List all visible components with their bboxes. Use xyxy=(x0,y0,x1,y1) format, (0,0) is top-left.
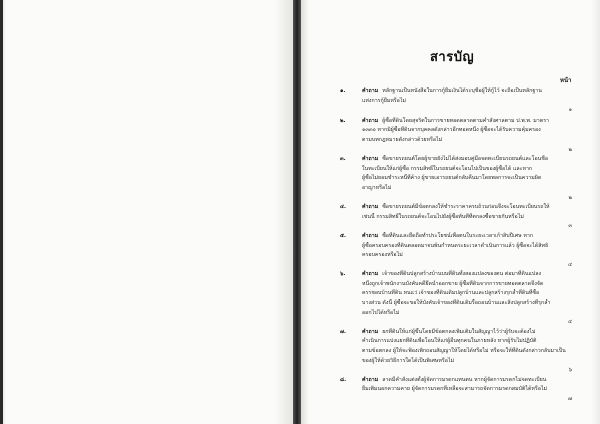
toc-entry-6 xyxy=(340,270,578,328)
question-label: คำถาม xyxy=(362,88,379,94)
toc-entry-5 xyxy=(340,232,578,270)
book-gutter xyxy=(293,0,301,424)
entry-number: ๗. xyxy=(340,328,346,335)
entry-text: คำถาม หลักฐานเป็นหนังสือในการกู้ยืมเงินได้ระบุชื่อผู้ให้กู้ไว้ จะถือเป็นหลักฐาน xyxy=(362,88,542,94)
question-label: คำถาม xyxy=(362,204,379,211)
entry-text: ออกไปได้หรือไม่ xyxy=(362,309,400,316)
entry-page-number: ๒ xyxy=(568,146,572,153)
entry-text: บางส่วน ดังนี้ ผู้ซื้อจะขอให้บังคับเจ้าของที่ดินเดิมรื้อถอนบ้านและสิ่งปลูกสร้างที่รุกล้ำ xyxy=(362,300,551,307)
entry-text: ยืมเพิ่มนอกความคาย ผู้จัดการมรดกที่เหลือจะสามารถจัดการมรดกสมบัติได้หรือไม่ xyxy=(362,386,548,393)
entry-text: คำถาม ซื้อขายรถยนต์โดยผู้ขายยังไม่ได้ส่งมอบคู่มือจดทะเบียนรถยนต์และโอนชื่อ xyxy=(362,156,549,163)
toc-entry-3 xyxy=(340,155,578,203)
entry-text: คำถาม ซื้อที่ดินและยึดถือทำประโยชน์เพื่อตนในระยะเวลาเก้าสิบปีเศษ หาก xyxy=(362,232,534,239)
entry-text: อาญาหรือไม่ xyxy=(362,184,392,191)
entry-text: ผู้ซื้อครอบครองที่ดินตลอดมาจนพ้นกำหนดระยะเวลาดำเนินการแล้ว ผู้ซื้อจะได้สิทธิ xyxy=(362,242,549,249)
question-label: คำถาม xyxy=(362,232,379,239)
entry-page-number: ๖ xyxy=(568,367,572,374)
entry-page-number: ๔ xyxy=(567,261,572,268)
question-label: คำถาม xyxy=(362,376,379,383)
entry-text: คำถาม เจ้าของที่ดินปลูกสร้างบ้านบนที่ดินทั้งสองแปลงของตน ต่อมาที่ดินแปลง xyxy=(362,271,542,278)
entry-number: ๔. xyxy=(340,204,347,211)
entry-text: คำถาม ซื้อขายรถยนต์มีข้อตกลงให้ชำระราคาครบถ้วนก่อนจึงจะโอนทะเบียนรถให้ xyxy=(362,204,550,211)
entry-page-number: ๓ xyxy=(568,223,572,230)
entry-text: คำถาม ลาดมีคำสั่งแต่งตั้งผู้จัดการมรดกแทนตน หากผู้จัดการมรดกไม่จดทะเบียน xyxy=(362,376,547,383)
entry-text: ในทะเบียนให้แก่ผู้ซื้อ กรรมสิทธิ์ในรถยนต์จะโอนไปเป็นของผู้ซื้อได้ และหาก xyxy=(362,165,533,172)
entry-text: แห่งการกู้ยืมหรือไม่ xyxy=(362,97,406,104)
entry-text: ของผู้ให้ด้วยวิธีการใดได้เป็นพิเศษหรือไม่ xyxy=(362,357,455,364)
entry-text: ผู้ซื้อไม่ยอมชำระหนี้ที่ค้าง ผู้ขายเอารถยนต์กลับคืนมาโดยพลการจะเป็นความผิด xyxy=(362,175,542,182)
entry-number: ๑. xyxy=(340,88,346,94)
entry-text: ครรชอบบ้านที่ดิน หนแว่ เจ้าของที่ดินเดิมปลูกบ้านและปลูกสร้างรุกล้ำที่ดินที่ซื้อ xyxy=(362,290,540,297)
question-label: คำถาม xyxy=(362,117,379,124)
question-label: คำถาม xyxy=(362,328,379,335)
left-page-blank xyxy=(0,0,293,424)
table-of-contents xyxy=(340,87,578,405)
entry-number: ๒. xyxy=(340,117,346,124)
entry-page-number: ๗ xyxy=(568,396,572,402)
toc-entry-8 xyxy=(340,376,578,405)
entry-text: ตามบทกฎหมายดังกล่าวด้วยหรือไม่ xyxy=(362,136,443,143)
entry-text: ครอบครองหรือไม่ xyxy=(362,252,403,259)
toc-entry-2 xyxy=(340,117,578,155)
entry-text: ๑๓๓๐ หากมิผู้ซื้อที่ดินจากบุคคลดังกล่าวอีกทอดหนึ่ง ผู้ซื้อจะได้รับความคุ้มครอง xyxy=(362,127,541,134)
entry-number: ๕. xyxy=(340,232,347,239)
entry-page-number: ๑ xyxy=(568,107,572,114)
entry-text: คำถาม ยกที่ดินให้แก่ผู้ขึ้นโดยมีข้อตกลงเพิ่มเติมในสัญญาไว้ว่าผู้รับจะต้องไม่ xyxy=(362,328,536,335)
entry-number: ๘. xyxy=(340,376,347,383)
question-label: คำถาม xyxy=(362,156,379,163)
toc-title: สารบัญ xyxy=(430,50,475,65)
entry-text: หนึ่งถูกเจ้าพนักงานบังคับคดียึดนำออกขาย ผู้ซื้อที่ดินจากการขายทอดตลาดจึงจัด xyxy=(362,280,544,287)
entry-number: ๖. xyxy=(340,271,346,278)
page-column-header: หน้า xyxy=(560,77,572,84)
entry-number: ๓. xyxy=(340,156,346,163)
scan-edge xyxy=(0,0,3,424)
entry-text: เช่นนี้ กรรมสิทธิ์ในรถยนต์จะโอนไปยังผู้ซื้อทันทีที่ตกลงซื้อขายกันหรือไม่ xyxy=(362,213,524,220)
entry-text: ตามข้อตกลง ผู้ให้จะฟ้องเพิกถอนสัญญาให้โดยได้หรือไม่ หรือจะให้ที่ดินดังกล่าวกลับมาเป็น xyxy=(362,348,566,355)
entry-text: คำถาม ผู้ซื้อที่ดินโดยสุจริตในการขายทอดตลาดตามคำสั่งศาลตาม ป.พ.พ. มาตรา xyxy=(362,117,550,124)
entry-page-number: ๔ xyxy=(567,319,572,326)
entry-text: คำเนินการแบ่งแยกที่ดินเพื่อโอนให้แก่ผู้อื่นทุกคนในภายหลัง หากผู้รับไม่ปฏิบัติ xyxy=(362,338,537,345)
toc-entry-7 xyxy=(340,328,578,376)
toc-entry-1 xyxy=(340,87,578,116)
toc-entry-4 xyxy=(340,203,578,232)
question-label: คำถาม xyxy=(362,271,379,278)
entry-page-number: ๒ xyxy=(568,194,572,201)
